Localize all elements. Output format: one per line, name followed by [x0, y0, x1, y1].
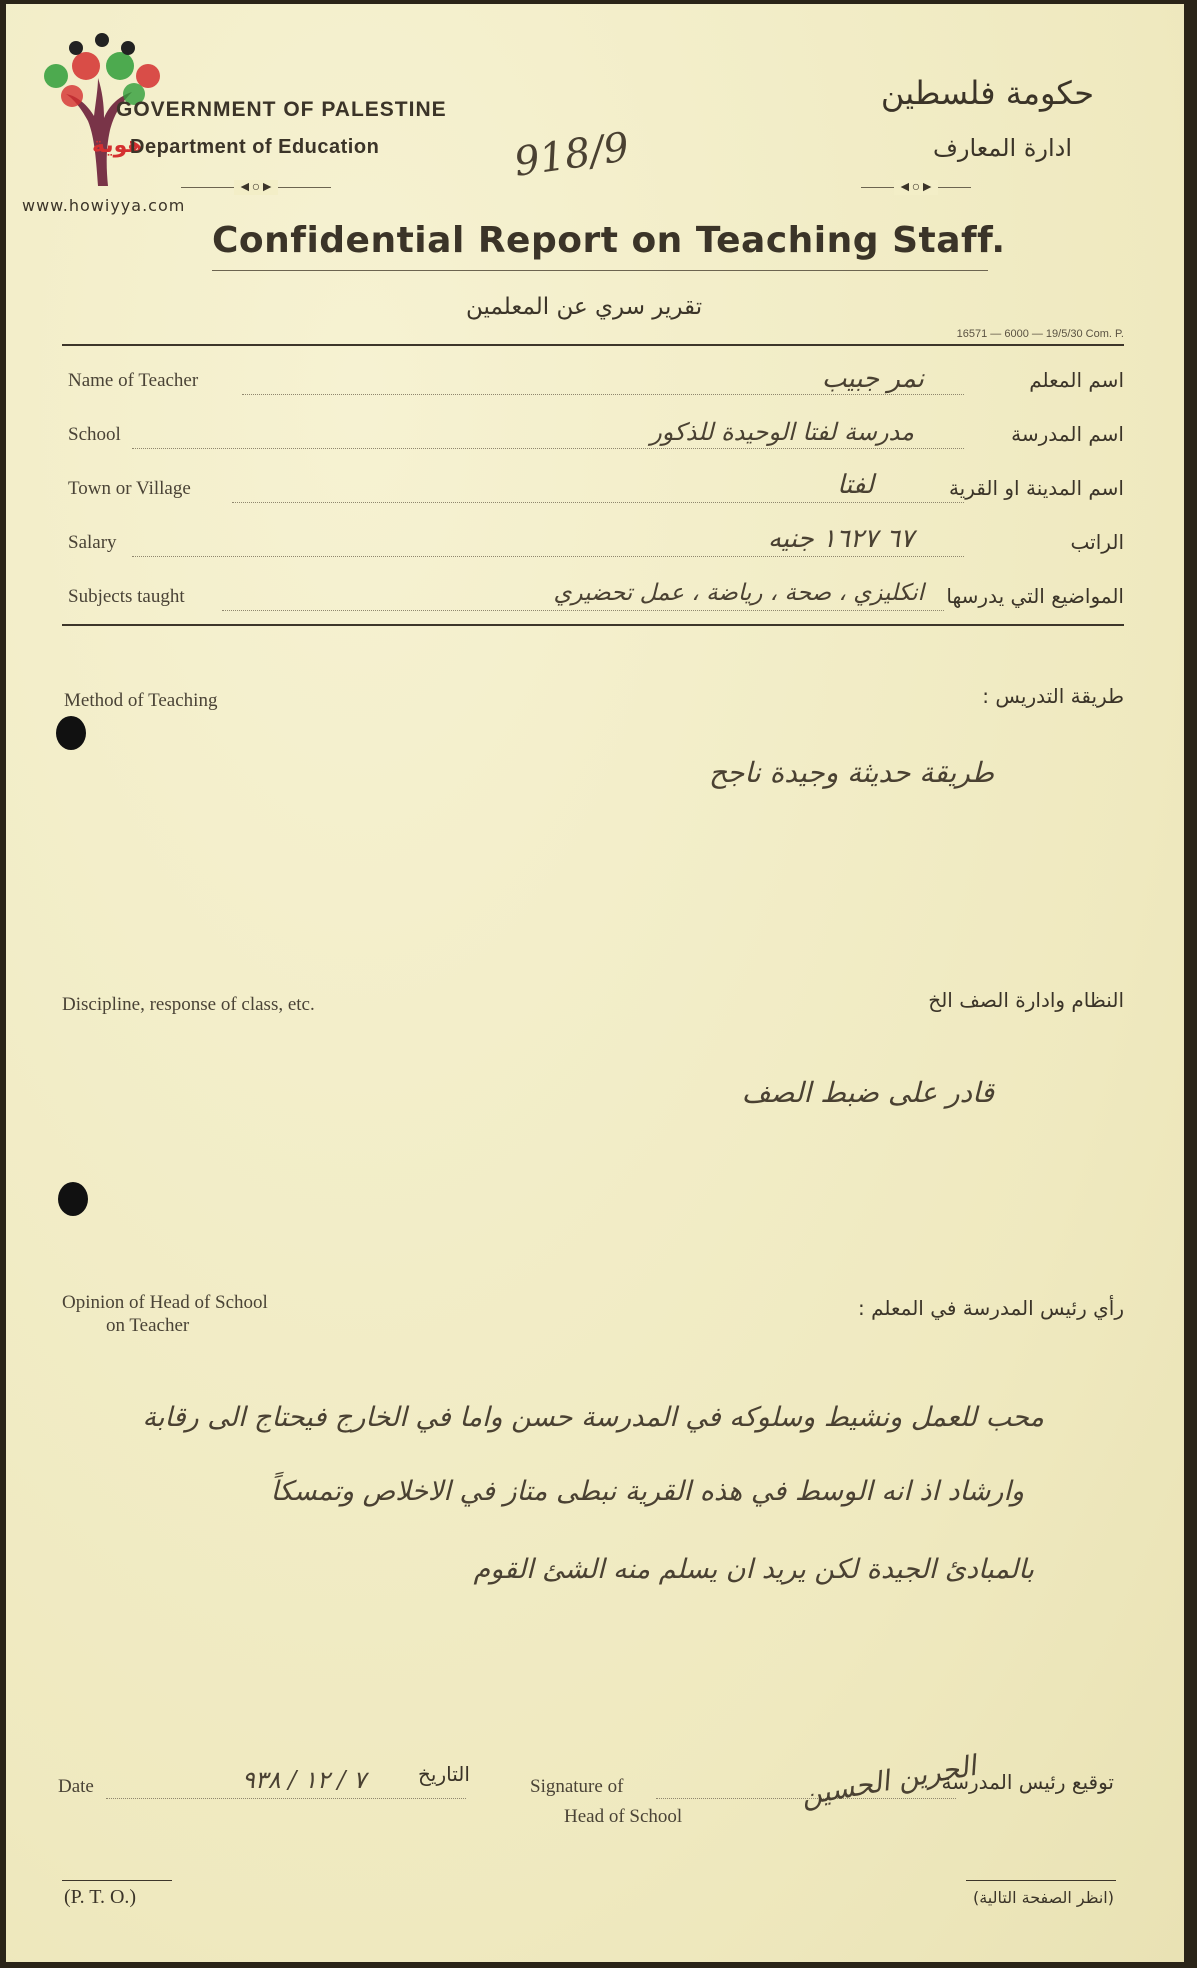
signature-label-en-line1: Signature of [530, 1776, 624, 1797]
discipline-label-ar: النظام وادارة الصف الخ [928, 988, 1124, 1012]
opinion-label-ar: رأي رئيس المدرسة في المعلم : [857, 1296, 1124, 1320]
field-row-school [62, 418, 1124, 470]
field-label-en: School [68, 424, 121, 445]
opinion-line-2: وارشاد اذ انه الوسط في هذه القرية نبطى متاز في الاخلاص وتمسكاً [270, 1476, 1024, 1507]
reference-number: 918/9 [511, 124, 632, 186]
opinion-label-en-line1: Opinion of Head of School [62, 1292, 268, 1313]
report-title-ar: تقرير سري عن المعلمين [466, 294, 703, 320]
field-value-school: مدرسة لفتا الوحيدة للذكور [650, 418, 914, 446]
field-label-ar: المواضيع التي يدرسها [946, 584, 1124, 608]
date-label-ar: التاريخ [418, 1762, 470, 1786]
ornament-right: ◄○► [861, 180, 971, 194]
opinion-line-1: محب للعمل ونشيط وسلوكه في المدرسة حسن واما في الخارج فيحتاج الى رقابة [142, 1402, 1044, 1433]
field-row-name [62, 364, 1124, 416]
fields-bottom-rule [62, 624, 1124, 626]
field-row-salary [62, 526, 1124, 578]
field-label-ar: اسم المعلم [1029, 368, 1124, 392]
opinion-label-en-line2: on Teacher [106, 1315, 190, 1336]
ornament-left: ◄○► [181, 180, 331, 194]
date-value: ٧ / ١٢ / ٩٣٨ [242, 1766, 367, 1794]
government-title-ar: حكومة فلسطين [880, 74, 1094, 112]
date-label-en: Date [58, 1776, 94, 1797]
pto-rule-left [62, 1880, 172, 1881]
method-value: طريقة حديثة وجيدة ناجح [708, 756, 994, 789]
field-label-en: Town or Village [68, 478, 191, 499]
discipline-label-en: Discipline, response of class, etc. [62, 994, 315, 1015]
binder-hole-top [56, 716, 86, 750]
method-label-en: Method of Teaching [64, 690, 218, 711]
field-label-en: Salary [68, 532, 117, 553]
signature-label-ar: توقيع رئيس المدرسة [941, 1770, 1114, 1794]
pto-en: (P. T. O.) [64, 1886, 137, 1908]
signature-label-en-line2: Head of School [564, 1806, 683, 1827]
print-code: 16571 — 6000 — 19/5/30 Com. P. [956, 328, 1124, 340]
pto-rule-right [966, 1880, 1116, 1881]
field-label-ar: اسم المدرسة [1011, 422, 1124, 446]
header-rule [62, 344, 1124, 346]
field-value-town: لفتا [837, 470, 874, 500]
title-underline [212, 270, 988, 271]
field-value-salary: ٦٧ ١٦٢٧ جنيه [767, 524, 914, 554]
field-label-en: Name of Teacher [68, 370, 199, 391]
department-title-ar: ادارة المعارف [932, 134, 1072, 162]
department-title-en: Department of Education [130, 136, 380, 158]
opinion-line-3: بالمبادئ الجيدة لكن يريد ان يسلم منه الشئ القوم [473, 1554, 1034, 1585]
pto-ar: (انظر الصفحة التالية) [972, 1888, 1114, 1907]
field-label-ar: الراتب [1070, 530, 1124, 554]
field-value-name: نمر جبيب [821, 364, 924, 394]
svg-text:هوية: هوية [92, 133, 143, 158]
field-label-ar: اسم المدينة او القرية [948, 476, 1124, 500]
binder-hole-bottom [58, 1182, 88, 1216]
watermark-url: www.howiyya.com [22, 196, 186, 215]
field-label-en: Subjects taught [68, 586, 185, 607]
signature-value: الحرين الحسين [798, 1748, 979, 1813]
document-page [6, 4, 1184, 1962]
method-label-ar: طريقة التدريس : [982, 684, 1124, 708]
discipline-value: قادر على ضبط الصف [741, 1076, 994, 1109]
government-title-en: GOVERNMENT OF PALESTINE [116, 98, 447, 121]
report-title-en: Confidential Report on Teaching Staff. [212, 220, 1006, 261]
field-value-subjects: انكليزي ، صحة ، رياضة ، عمل تحضيري [553, 580, 924, 606]
field-row-town [62, 472, 1124, 524]
